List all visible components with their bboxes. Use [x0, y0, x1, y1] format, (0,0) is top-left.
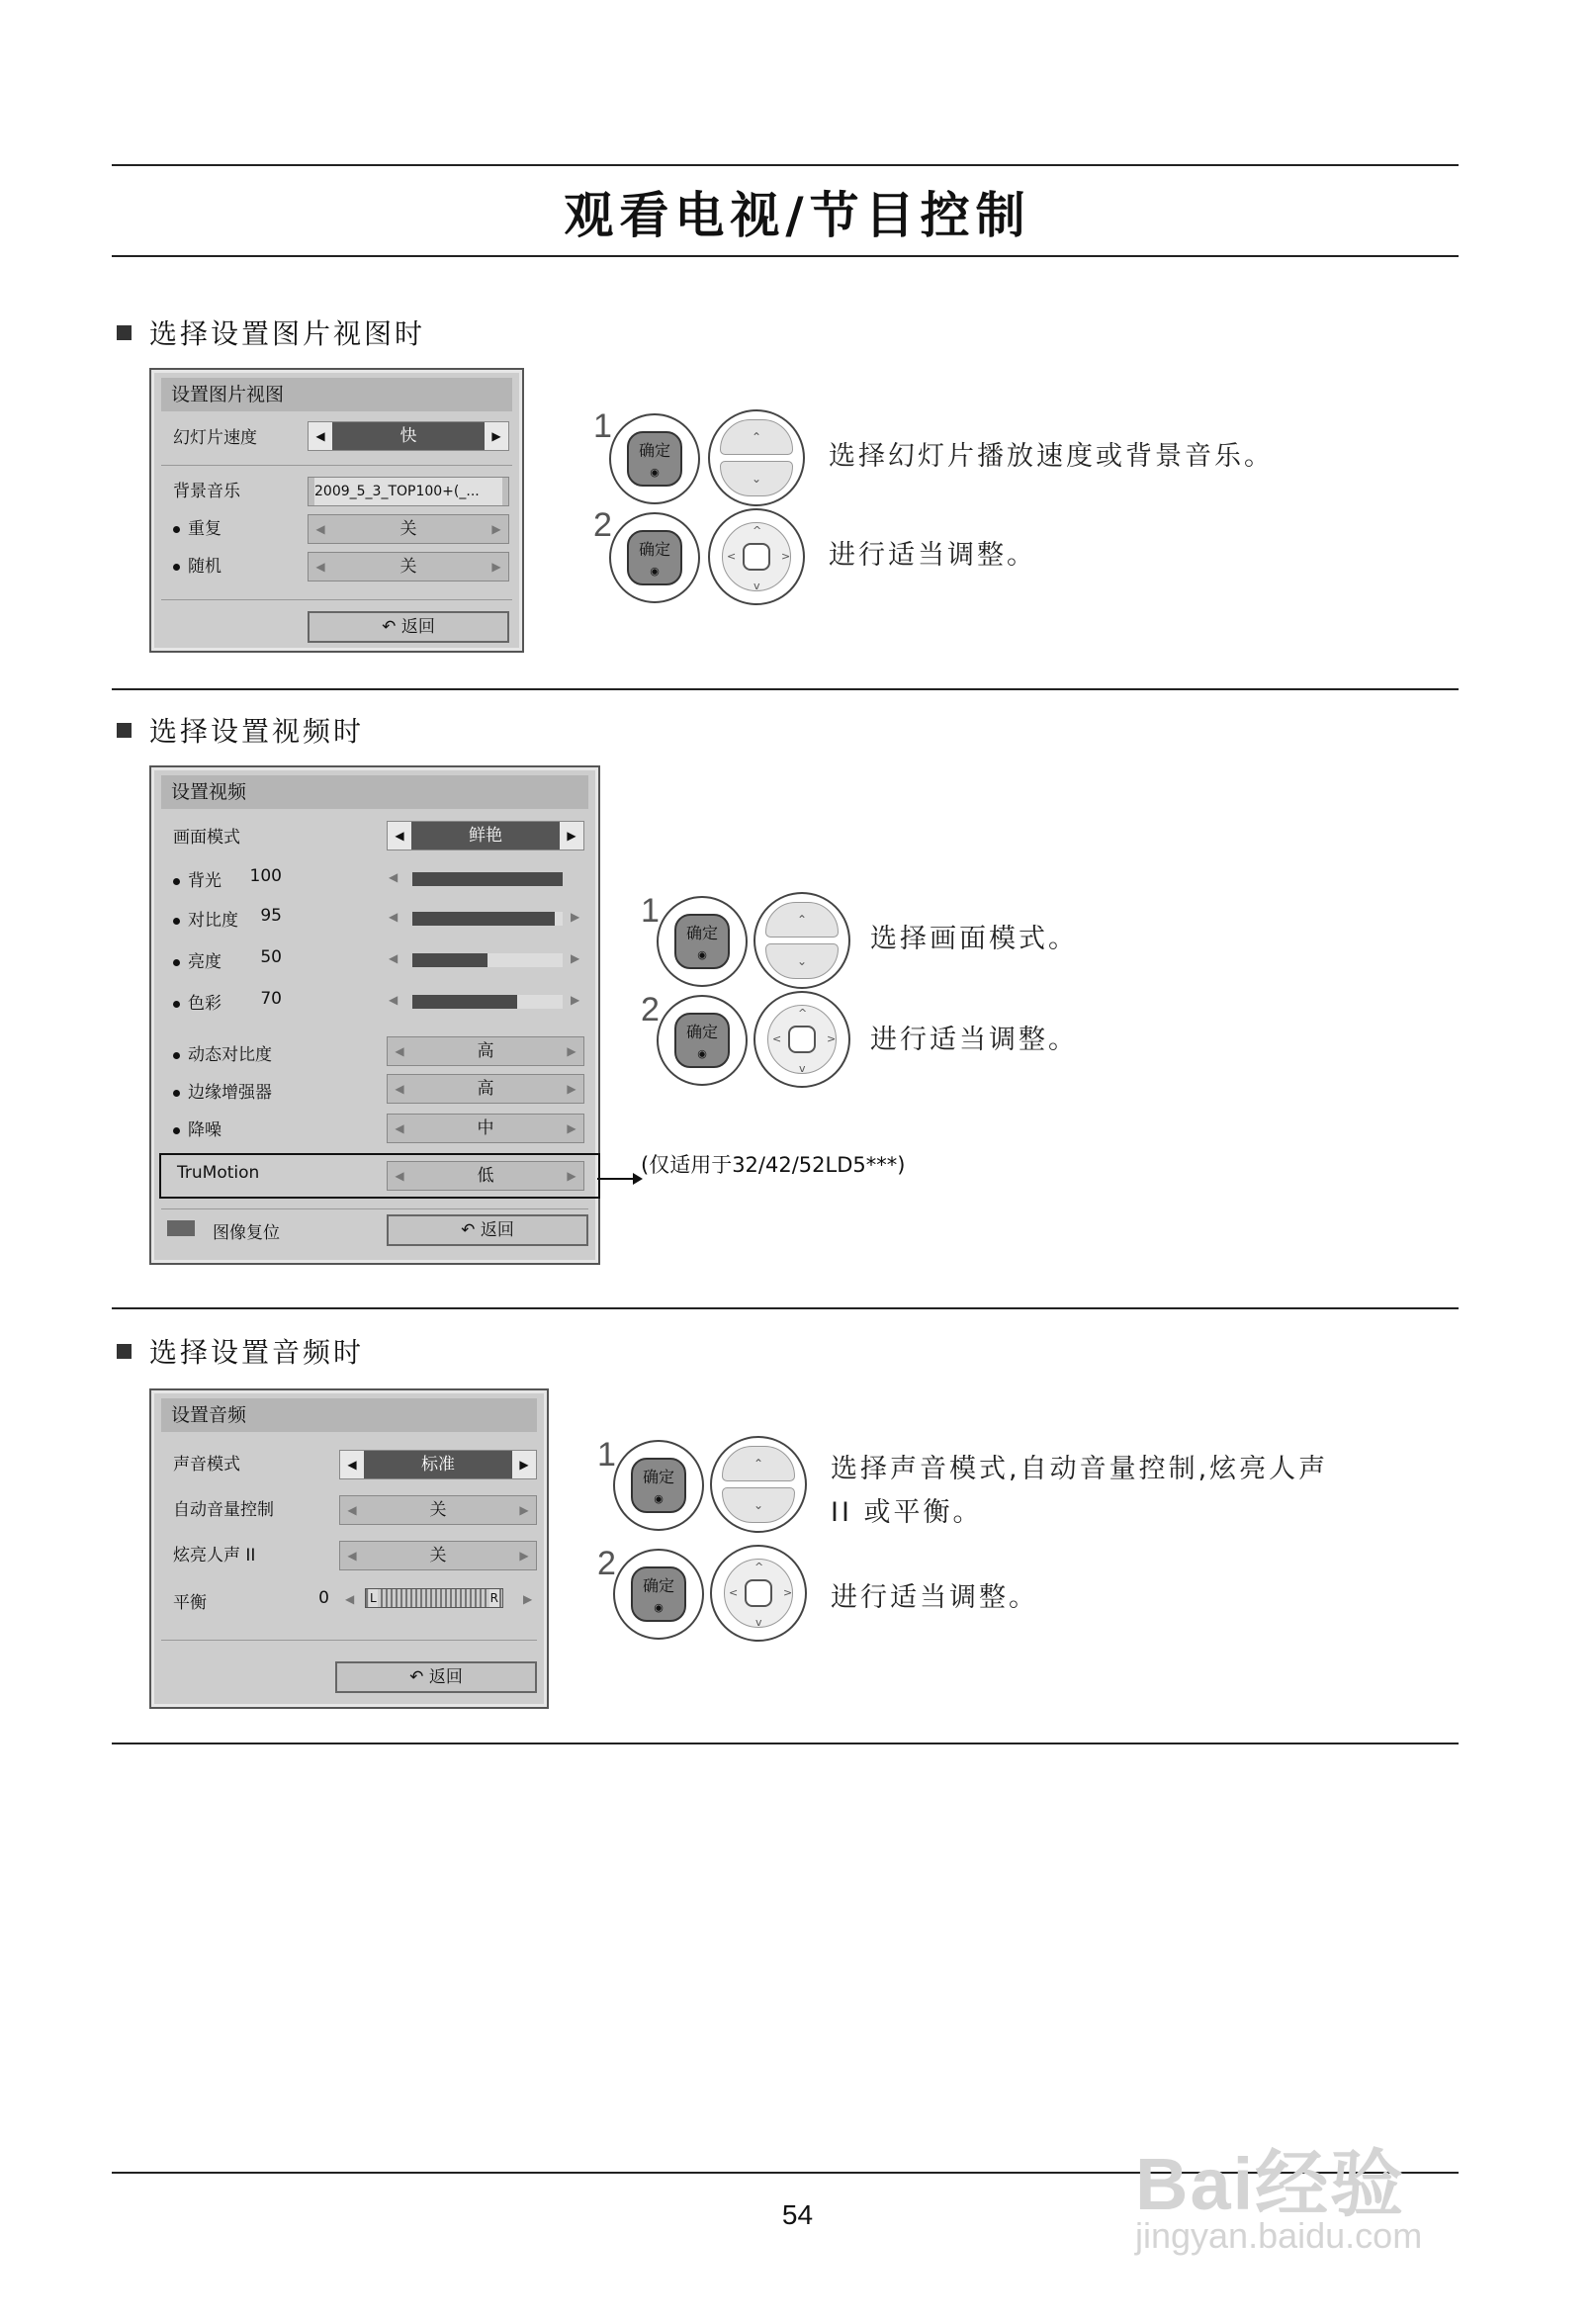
balance-slider[interactable] [365, 1588, 503, 1608]
arrow-left-icon[interactable]: ◀ [347, 1503, 357, 1517]
ok-dot-icon: ◉ [654, 1492, 664, 1505]
step2-description: 进行适当调整。 [831, 1582, 1038, 1613]
dynamic-contrast-label: 动态对比度 [188, 1045, 272, 1065]
step1-description: 选择画面模式。 [870, 924, 1078, 954]
bullet-dot-icon [173, 526, 180, 533]
contrast-label: 对比度 [188, 911, 238, 931]
sound-mode-select[interactable] [339, 1450, 537, 1479]
down-arrow-icon[interactable]: ⌄ [720, 461, 793, 496]
return-icon: ↶ [461, 1220, 481, 1240]
dpad-center-icon [745, 1579, 772, 1607]
noise-reduction-value: 中 [477, 1118, 494, 1138]
slide-speed-select[interactable] [308, 421, 509, 451]
step-number: 1 [641, 892, 660, 930]
panel-title: 设置图片视图 [161, 378, 512, 411]
brightness-row-label [173, 947, 222, 972]
ok-label: 确定 [638, 441, 670, 460]
bullet-dot-icon [173, 878, 180, 885]
edge-enhancer-label: 边缘增强器 [188, 1083, 272, 1103]
arrow-right-icon[interactable]: ▶ [512, 1451, 536, 1478]
ok-dot-icon: ◉ [654, 1601, 664, 1614]
bullet-dot-icon [173, 918, 180, 925]
right-arrow-icon[interactable]: > [783, 1586, 793, 1599]
ok-label: 确定 [685, 924, 718, 942]
arrow-right-icon[interactable]: ▶ [491, 522, 501, 536]
arrow-left-icon[interactable]: ◀ [315, 522, 325, 536]
ok-label: 确定 [642, 1468, 674, 1486]
repeat-value: 关 [399, 519, 417, 539]
clear-voice-value: 关 [429, 1546, 447, 1565]
contrast-value: 95 [260, 906, 282, 926]
video-settings-panel [149, 765, 600, 1265]
section-rule [112, 1743, 1459, 1744]
backlight-slider[interactable] [412, 872, 563, 886]
ok-button[interactable] [609, 413, 700, 504]
arrow-right-icon[interactable]: ▶ [519, 1503, 529, 1517]
arrow-left-icon[interactable]: ◀ [389, 870, 399, 884]
up-arrow-icon[interactable]: ⌃ [722, 1446, 795, 1481]
audio-settings-panel [149, 1388, 549, 1709]
arrow-right-icon[interactable]: ▶ [523, 1592, 533, 1606]
bullet-square-icon [117, 723, 132, 738]
contrast-row-label [173, 906, 238, 931]
ok-dot-icon: ◉ [697, 948, 707, 961]
arrow-right-icon[interactable]: ▶ [567, 1121, 576, 1135]
red-key-icon [167, 1220, 195, 1236]
ok-button[interactable] [657, 896, 748, 987]
slide-speed-label: 幻灯片速度 [173, 428, 257, 448]
ok-button[interactable] [613, 1549, 704, 1640]
back-button[interactable] [387, 1214, 588, 1246]
repeat-row-label [173, 514, 222, 539]
dynamic-contrast-row-label [173, 1040, 272, 1065]
down-arrow-icon[interactable]: ⌄ [722, 1487, 795, 1523]
bullet-dot-icon [173, 1001, 180, 1008]
slide-speed-value: 快 [332, 422, 485, 450]
contrast-slider[interactable] [412, 912, 563, 926]
color-value: 70 [260, 989, 282, 1009]
dynamic-contrast-select[interactable] [387, 1036, 584, 1066]
bullet-dot-icon [173, 959, 180, 966]
arrow-left-icon[interactable]: ◀ [315, 560, 325, 574]
clear-voice-label: 炫亮人声 II [173, 1546, 256, 1565]
color-fill [412, 995, 517, 1009]
down-arrow-icon[interactable]: ⌄ [765, 943, 839, 979]
arrow-right-icon[interactable]: ▶ [485, 422, 508, 450]
arrow-left-icon[interactable]: ◀ [347, 1549, 357, 1563]
brightness-label: 亮度 [188, 952, 222, 972]
dynamic-contrast-value: 高 [477, 1041, 494, 1061]
random-select[interactable] [308, 552, 509, 581]
down-arrow-icon[interactable]: v [753, 580, 760, 592]
right-arrow-icon[interactable]: > [781, 550, 791, 563]
up-arrow-icon[interactable]: ^ [753, 524, 762, 537]
arrow-right-icon[interactable]: ▶ [519, 1549, 529, 1563]
random-label: 随机 [188, 557, 222, 577]
up-down-button[interactable] [710, 1436, 807, 1533]
color-row-label [173, 989, 222, 1014]
noise-reduction-row-label [173, 1116, 222, 1140]
arrow-left-icon[interactable]: ◀ [395, 1121, 404, 1135]
up-down-button[interactable] [708, 409, 805, 506]
trumotion-label: TruMotion [177, 1163, 260, 1183]
divider [161, 465, 512, 466]
auto-volume-label: 自动音量控制 [173, 1500, 274, 1520]
arrow-left-icon[interactable]: ◀ [395, 1082, 404, 1096]
section-heading-video [117, 710, 364, 750]
balance-left-label: L [370, 1591, 377, 1605]
color-label: 色彩 [188, 994, 222, 1014]
divider [161, 1640, 537, 1641]
up-arrow-icon[interactable]: ^ [754, 1561, 764, 1573]
up-arrow-icon[interactable]: ⌃ [720, 419, 793, 455]
section-heading-audio-text: 选择设置音频时 [149, 1336, 365, 1369]
photo-settings-panel [149, 368, 524, 653]
direction-pad[interactable] [710, 1545, 807, 1642]
back-label: 返回 [480, 1220, 514, 1240]
arrow-left-icon[interactable]: ◀ [309, 422, 332, 450]
bgm-label: 背景音乐 [173, 482, 240, 501]
ok-dot-icon: ◉ [650, 466, 660, 479]
bgm-select[interactable] [308, 477, 509, 506]
bullet-dot-icon [173, 1052, 180, 1059]
bullet-dot-icon [173, 1090, 180, 1097]
arrow-right-icon[interactable]: ▶ [491, 560, 501, 574]
section-heading-photo-text: 选择设置图片视图时 [149, 317, 426, 350]
auto-volume-value: 关 [429, 1500, 447, 1520]
backlight-row-label [173, 866, 222, 891]
direction-pad[interactable] [753, 991, 850, 1088]
bullet-dot-icon [173, 564, 180, 571]
step1-description: 选择幻灯片播放速度或背景音乐。 [829, 441, 1274, 472]
edge-enhancer-select[interactable] [387, 1074, 584, 1104]
arrow-right-icon[interactable]: ▶ [571, 951, 580, 965]
down-arrow-icon[interactable]: v [755, 1616, 762, 1629]
repeat-label: 重复 [188, 519, 222, 539]
section-rule [112, 1307, 1459, 1309]
arrow-left-icon[interactable]: ◀ [389, 951, 399, 965]
ok-button[interactable] [613, 1440, 704, 1531]
step-number: 2 [641, 991, 660, 1028]
arrow-right-icon[interactable]: ▶ [567, 1082, 576, 1096]
auto-volume-select[interactable] [339, 1495, 537, 1525]
arrow-right-icon[interactable]: ▶ [560, 822, 583, 849]
model-note: (仅适用于32/42/52LD5***) [641, 1153, 906, 1177]
right-arrow-icon[interactable]: > [827, 1032, 837, 1045]
direction-pad[interactable] [708, 508, 805, 605]
arrow-left-icon[interactable]: ◀ [389, 910, 399, 924]
section-heading-video-text: 选择设置视频时 [149, 715, 365, 748]
ok-dot-icon: ◉ [697, 1047, 707, 1060]
picture-mode-label: 画面模式 [173, 828, 240, 848]
brightness-fill [412, 953, 487, 967]
watermark-url: jingyan.baidu.com [1135, 2215, 1423, 2256]
page-number: 54 [781, 2199, 814, 2230]
arrow-left-icon[interactable]: ◀ [340, 1451, 364, 1478]
bullet-square-icon [117, 1344, 132, 1359]
arrow-left-icon[interactable]: ◀ [388, 822, 411, 849]
balance-value: 0 [318, 1588, 329, 1608]
noise-reduction-label: 降噪 [188, 1120, 222, 1140]
step2-description: 进行适当调整。 [870, 1025, 1078, 1055]
section-heading-audio [117, 1331, 364, 1371]
bullet-dot-icon [173, 1127, 180, 1134]
ok-button[interactable] [657, 995, 748, 1086]
pointer-arrow-icon [597, 1167, 643, 1191]
left-arrow-icon[interactable]: < [727, 550, 737, 563]
left-arrow-icon[interactable]: < [729, 1586, 739, 1599]
top-rule [112, 164, 1459, 166]
back-label: 返回 [400, 617, 435, 637]
watermark-logo: Bai经验 [1135, 2143, 1406, 2225]
back-button[interactable] [335, 1661, 537, 1693]
panel-title: 设置音频 [161, 1398, 537, 1432]
balance-right-label: R [489, 1591, 498, 1605]
page-title: 观看电视/节目控制 [564, 187, 1031, 244]
trumotion-select[interactable] [387, 1161, 584, 1191]
arrow-left-icon[interactable]: ◀ [345, 1592, 355, 1606]
random-row-label [173, 552, 222, 577]
arrow-right-icon[interactable]: ▶ [571, 993, 580, 1007]
step-number: 2 [593, 506, 612, 544]
picture-mode-value: 鲜艳 [411, 822, 560, 849]
arrow-left-icon[interactable]: ◀ [395, 1044, 404, 1058]
random-value: 关 [399, 557, 417, 577]
bgm-value: 2009_5_3_TOP100+(_... [314, 478, 502, 505]
ok-label: 确定 [685, 1023, 718, 1041]
arrow-right-icon[interactable]: ▶ [567, 1169, 576, 1183]
arrow-right-icon[interactable]: ▶ [567, 1044, 576, 1058]
return-icon: ↶ [409, 1667, 429, 1687]
ok-button[interactable] [609, 512, 700, 603]
step1-description: 选择声音模式,自动音量控制,炫亮人声 II 或平衡。 [831, 1454, 1329, 1528]
trumotion-value: 低 [477, 1166, 494, 1186]
contrast-fill [412, 912, 555, 926]
up-arrow-icon[interactable]: ⌃ [765, 902, 839, 938]
ok-label: 确定 [642, 1576, 674, 1595]
dpad-center-icon [788, 1026, 816, 1053]
edge-enhancer-row-label [173, 1078, 272, 1103]
step-number: 1 [593, 407, 612, 445]
color-slider[interactable] [412, 995, 563, 1009]
ok-label: 确定 [638, 540, 670, 559]
sound-mode-label: 声音模式 [173, 1455, 240, 1475]
repeat-select[interactable] [308, 514, 509, 544]
dpad-center-icon [743, 543, 770, 571]
divider [161, 599, 512, 600]
step-number: 2 [597, 1545, 616, 1582]
ok-dot-icon: ◉ [650, 565, 660, 578]
title-rule [112, 255, 1459, 257]
picture-reset-label: 图像复位 [213, 1223, 280, 1243]
step2-description: 进行适当调整。 [829, 540, 1036, 571]
backlight-fill [412, 872, 563, 886]
section-rule [112, 688, 1459, 690]
sound-mode-value: 标准 [364, 1451, 512, 1478]
brightness-value: 50 [260, 947, 282, 967]
left-arrow-icon[interactable]: < [772, 1032, 782, 1045]
edge-enhancer-value: 高 [477, 1079, 494, 1099]
noise-reduction-select[interactable] [387, 1114, 584, 1143]
arrow-left-icon[interactable]: ◀ [395, 1169, 404, 1183]
step-number: 1 [597, 1436, 616, 1474]
arrow-right-icon[interactable]: ▶ [571, 910, 580, 924]
backlight-value: 100 [249, 866, 282, 886]
up-down-button[interactable] [753, 892, 850, 989]
arrow-left-icon[interactable]: ◀ [389, 993, 399, 1007]
back-button[interactable] [308, 611, 509, 643]
brightness-slider[interactable] [412, 953, 563, 967]
back-label: 返回 [428, 1667, 463, 1687]
backlight-label: 背光 [188, 871, 222, 891]
balance-label: 平衡 [173, 1593, 207, 1613]
bullet-square-icon [117, 325, 132, 340]
panel-title: 设置视频 [161, 775, 588, 809]
down-arrow-icon[interactable]: v [799, 1062, 806, 1075]
clear-voice-select[interactable] [339, 1541, 537, 1570]
picture-mode-select[interactable] [387, 821, 584, 850]
divider [161, 1208, 588, 1209]
up-arrow-icon[interactable]: ^ [798, 1007, 808, 1020]
section-heading-photo [117, 313, 425, 352]
return-icon: ↶ [382, 617, 401, 637]
